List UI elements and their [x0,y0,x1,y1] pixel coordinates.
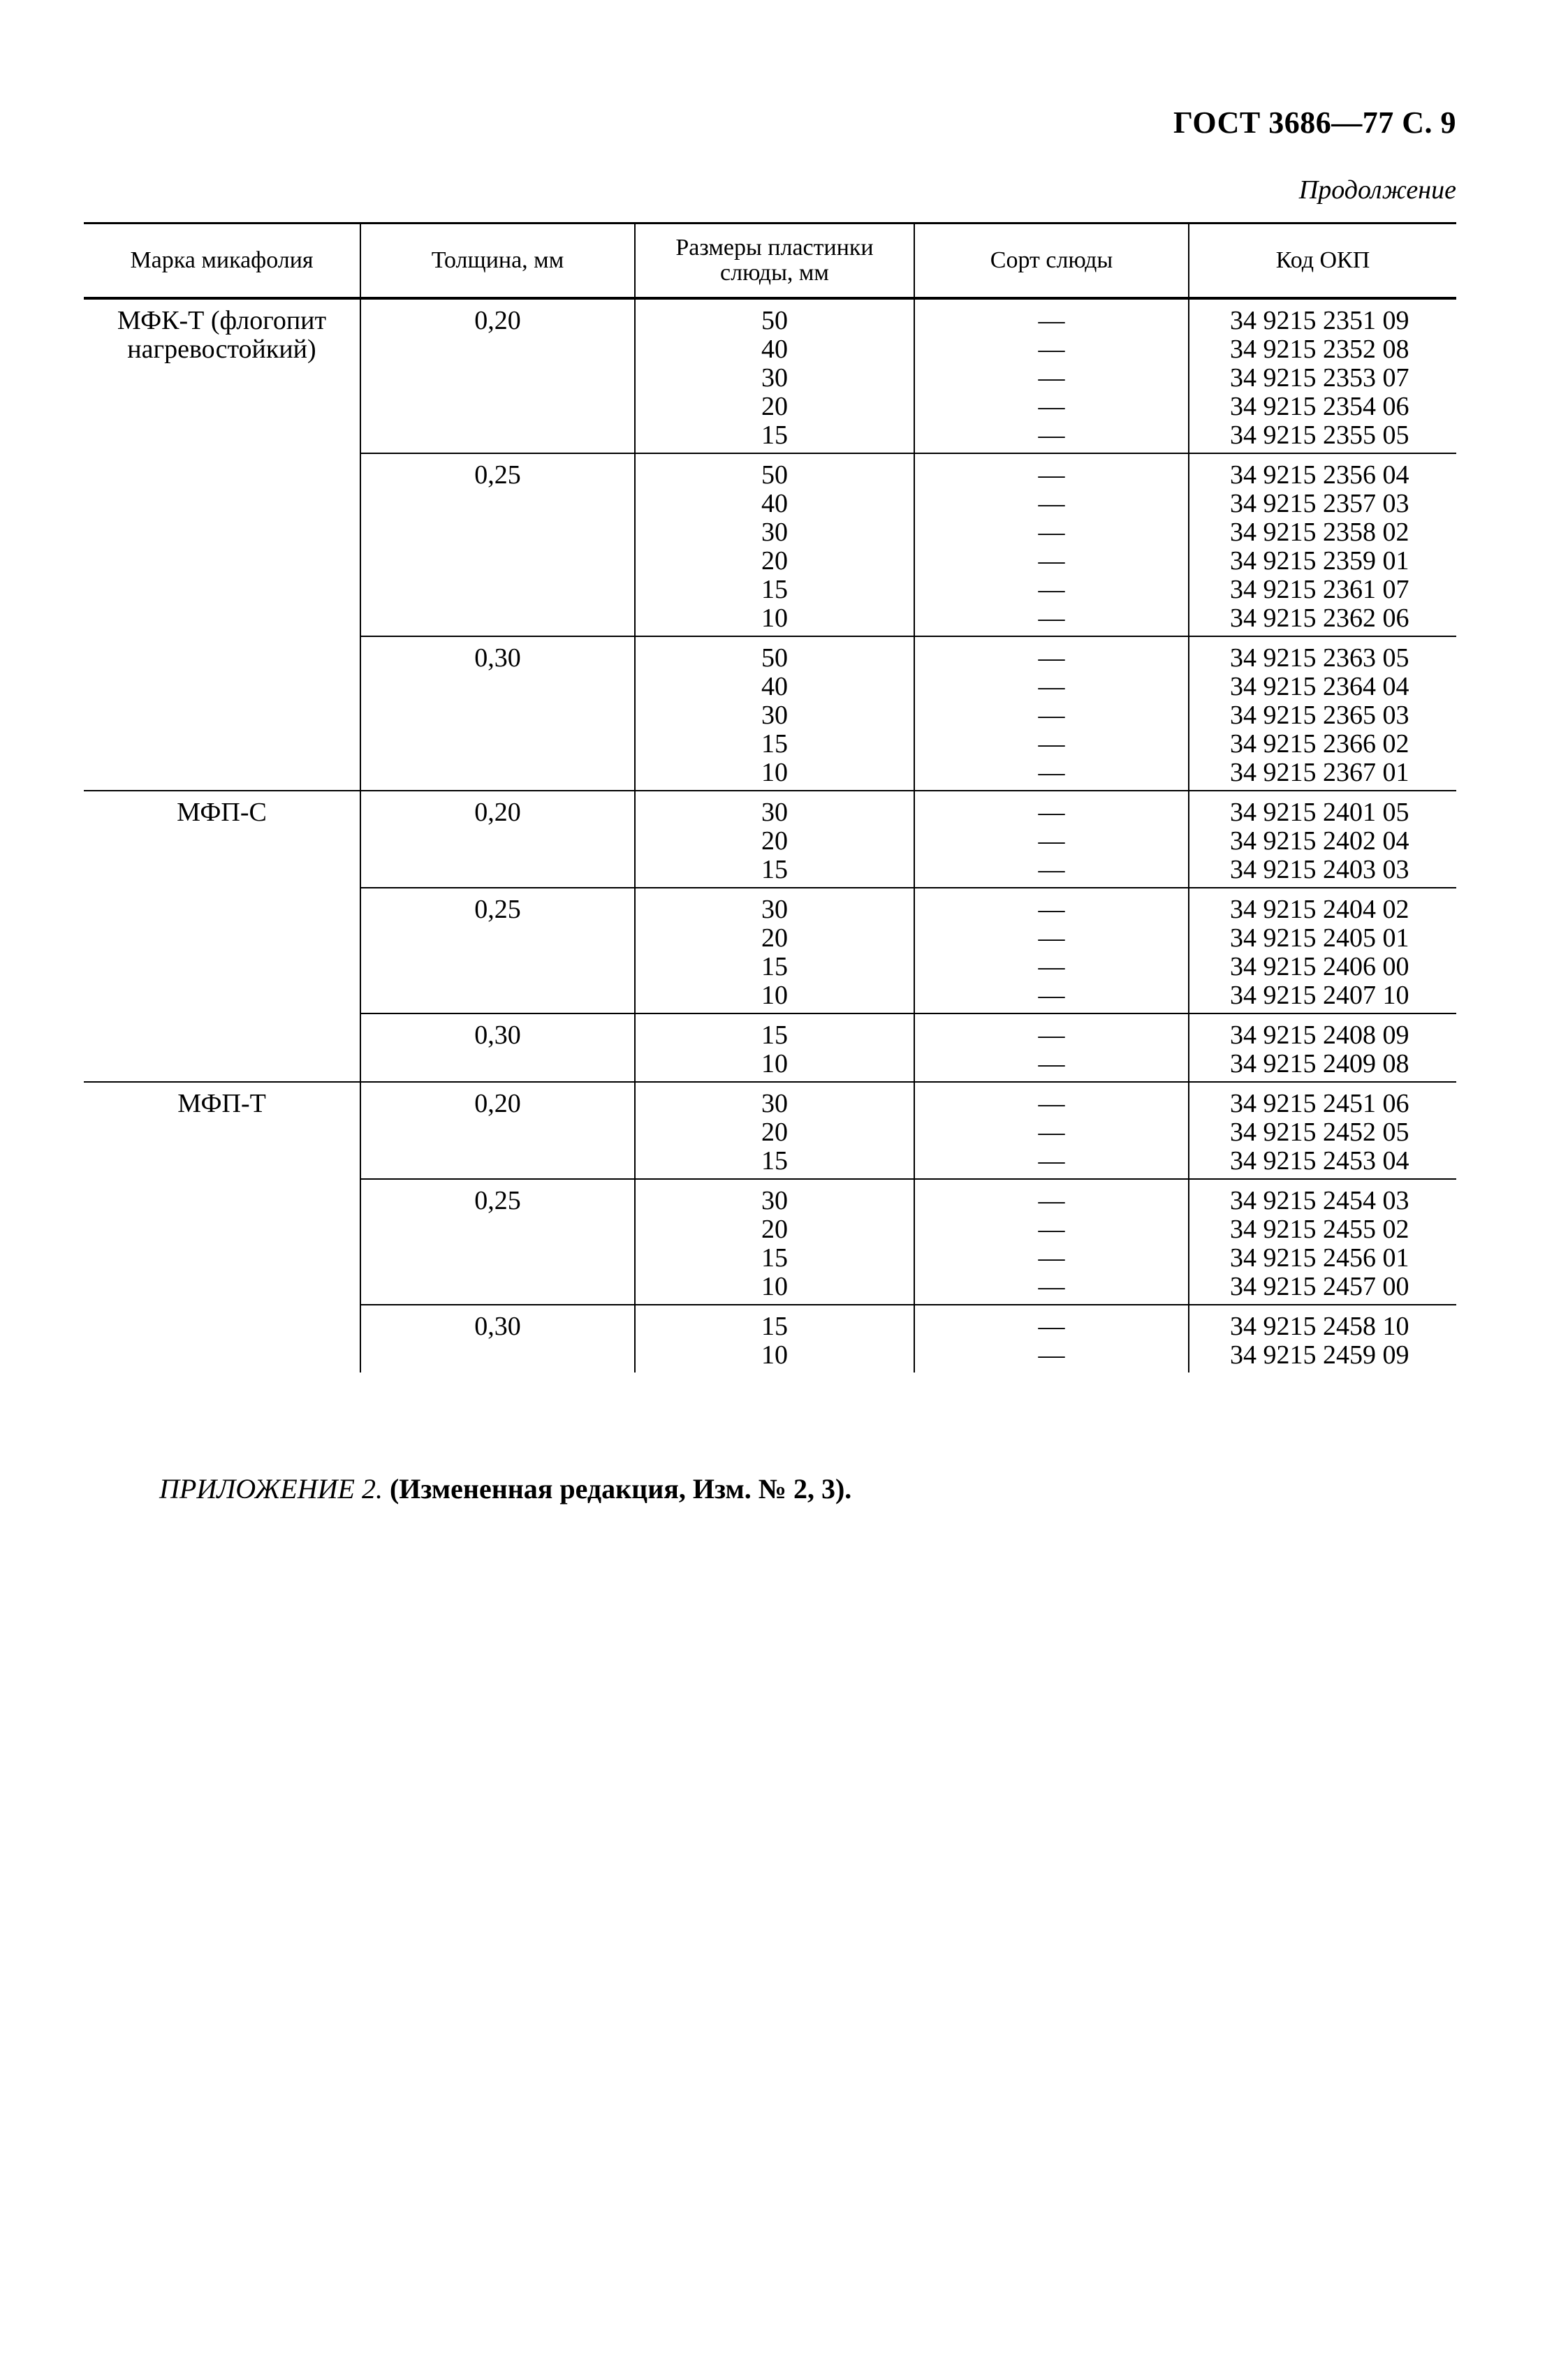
size-value: 30 [761,701,788,730]
okp-code-value: 34 9215 2456 01 [1230,1243,1409,1273]
size-cell [635,1179,914,1305]
sort-cell [914,791,1189,888]
size-cell [635,298,914,453]
column-header-grade: Марка микафолия [84,224,360,299]
size-value: 20 [761,392,788,421]
sort-value: — [1038,952,1065,981]
sort-value: — [1038,460,1065,490]
table-row [84,298,1456,453]
size-value: 30 [761,363,788,393]
grade-cell: МФП-Т [84,1082,360,1372]
thickness-cell: 0,20 [360,298,635,453]
code-cell [1189,1082,1456,1179]
size-value: 20 [761,826,788,856]
size-value: 20 [761,546,788,576]
sort-value: — [1038,672,1065,701]
grade-cell: МФК-Т (флогопит нагревостойкий) [84,298,360,791]
size-value: 15 [761,420,788,450]
table-row [84,791,1456,888]
sort-value: — [1038,643,1065,673]
size-value: 15 [761,952,788,981]
footnote-appendix: ПРИЛОЖЕНИЕ 2. [159,1473,383,1505]
size-cell [635,1082,914,1179]
okp-code-value: 34 9215 2409 08 [1230,1049,1409,1078]
grade-cell: МФП-С [84,791,360,1082]
sort-value: — [1038,575,1065,604]
sort-value: — [1038,729,1065,759]
okp-code-value: 34 9215 2457 00 [1230,1272,1409,1301]
sort-cell [914,1082,1189,1179]
column-header-sort: Сорт слюды [914,224,1189,299]
okp-code-value: 34 9215 2407 10 [1230,981,1409,1010]
okp-code-value: 34 9215 2455 02 [1230,1215,1409,1244]
okp-code-value: 34 9215 2452 05 [1230,1118,1409,1147]
okp-code-value: 34 9215 2355 05 [1230,420,1409,450]
table-row [84,1082,1456,1179]
size-value: 10 [761,603,788,633]
thickness-cell: 0,30 [360,1013,635,1082]
okp-code-value: 34 9215 2363 05 [1230,643,1409,673]
sort-value: — [1038,895,1065,924]
thickness-cell: 0,20 [360,791,635,888]
sort-cell [914,1305,1189,1372]
okp-code-value: 34 9215 2405 01 [1230,923,1409,953]
sort-cell [914,298,1189,453]
okp-code-value: 34 9215 2403 03 [1230,855,1409,884]
size-cell [635,453,914,636]
okp-code-value: 34 9215 2364 04 [1230,672,1409,701]
okp-code-value: 34 9215 2402 04 [1230,826,1409,856]
sort-cell [914,453,1189,636]
size-cell [635,888,914,1013]
okp-code-value: 34 9215 2354 06 [1230,392,1409,421]
size-value: 15 [761,855,788,884]
okp-code-value: 34 9215 2362 06 [1230,603,1409,633]
sort-value: — [1038,981,1065,1010]
okp-code-value: 34 9215 2451 06 [1230,1089,1409,1118]
table-header-row [84,224,1456,299]
okp-code-value: 34 9215 2406 00 [1230,952,1409,981]
sort-value: — [1038,363,1065,393]
column-header-code: Код ОКП [1189,224,1456,299]
okp-code-value: 34 9215 2365 03 [1230,701,1409,730]
okp-code-value: 34 9215 2359 01 [1230,546,1409,576]
size-cell [635,791,914,888]
size-value: 15 [761,1243,788,1273]
sort-value: — [1038,335,1065,364]
code-cell [1189,1179,1456,1305]
size-value: 20 [761,1215,788,1244]
okp-code-value: 34 9215 2453 04 [1230,1146,1409,1176]
size-cell [635,1305,914,1372]
sort-value: — [1038,1049,1065,1078]
size-value: 10 [761,1049,788,1078]
sort-cell [914,888,1189,1013]
thickness-cell: 0,30 [360,636,635,791]
size-value: 10 [761,981,788,1010]
sort-value: — [1038,1020,1065,1050]
size-value: 30 [761,518,788,547]
sort-value: — [1038,546,1065,576]
sort-value: — [1038,701,1065,730]
okp-code-value: 34 9215 2353 07 [1230,363,1409,393]
sort-value: — [1038,420,1065,450]
sort-value: — [1038,855,1065,884]
sort-value: — [1038,923,1065,953]
size-value: 10 [761,758,788,787]
sort-value: — [1038,306,1065,335]
footnote [159,1472,851,1505]
column-header-thickness: Толщина, мм [360,224,635,299]
sort-value: — [1038,798,1065,827]
size-value: 20 [761,923,788,953]
code-cell [1189,636,1456,791]
size-value: 10 [761,1272,788,1301]
sort-value: — [1038,518,1065,547]
sort-value: — [1038,603,1065,633]
table-body [84,298,1456,1372]
column-header-size: Размеры пластинки слюды, мм [635,224,914,299]
sort-value: — [1038,1243,1065,1273]
size-value: 50 [761,460,788,490]
size-value: 30 [761,895,788,924]
sort-value: — [1038,1089,1065,1118]
code-cell [1189,1013,1456,1082]
okp-code-value: 34 9215 2358 02 [1230,518,1409,547]
size-value: 15 [761,1146,788,1176]
size-value: 40 [761,335,788,364]
sort-value: — [1038,1146,1065,1176]
sort-value: — [1038,489,1065,518]
size-value: 15 [761,575,788,604]
okp-code-value: 34 9215 2367 01 [1230,758,1409,787]
code-cell [1189,1305,1456,1372]
code-cell [1189,888,1456,1013]
okp-code-value: 34 9215 2404 02 [1230,895,1409,924]
size-value: 30 [761,1186,788,1215]
size-value: 15 [761,1312,788,1341]
okp-codes-table [84,222,1456,1372]
sort-value: — [1038,1272,1065,1301]
size-value: 15 [761,1020,788,1050]
sort-value: — [1038,392,1065,421]
sort-cell [914,1179,1189,1305]
continuation-label: Продолжение [1298,175,1456,205]
sort-value: — [1038,1340,1065,1370]
okp-code-value: 34 9215 2401 05 [1230,798,1409,827]
size-value: 10 [761,1340,788,1370]
code-cell [1189,791,1456,888]
size-cell [635,1013,914,1082]
thickness-cell: 0,25 [360,453,635,636]
sort-value: — [1038,1118,1065,1147]
sort-cell [914,636,1189,791]
okp-code-value: 34 9215 2357 03 [1230,489,1409,518]
size-value: 30 [761,798,788,827]
okp-code-value: 34 9215 2366 02 [1230,729,1409,759]
okp-code-value: 34 9215 2361 07 [1230,575,1409,604]
thickness-cell: 0,25 [360,1179,635,1305]
size-value: 50 [761,643,788,673]
okp-code-value: 34 9215 2459 09 [1230,1340,1409,1370]
page-header: ГОСТ 3686—77 С. 9 [1173,105,1456,140]
size-value: 30 [761,1089,788,1118]
sort-value: — [1038,1312,1065,1341]
footnote-note: (Измененная редакция, Изм. № 2, 3). [389,1473,852,1505]
okp-code-value: 34 9215 2351 09 [1230,306,1409,335]
sort-value: — [1038,826,1065,856]
code-cell [1189,453,1456,636]
size-value: 15 [761,729,788,759]
okp-code-value: 34 9215 2454 03 [1230,1186,1409,1215]
size-value: 40 [761,672,788,701]
okp-code-value: 34 9215 2356 04 [1230,460,1409,490]
size-value: 20 [761,1118,788,1147]
sort-cell [914,1013,1189,1082]
sort-value: — [1038,1186,1065,1215]
okp-code-value: 34 9215 2352 08 [1230,335,1409,364]
okp-code-value: 34 9215 2408 09 [1230,1020,1409,1050]
sort-value: — [1038,758,1065,787]
thickness-cell: 0,25 [360,888,635,1013]
size-cell [635,636,914,791]
okp-code-value: 34 9215 2458 10 [1230,1312,1409,1341]
size-value: 40 [761,489,788,518]
size-value: 50 [761,306,788,335]
thickness-cell: 0,30 [360,1305,635,1372]
sort-value: — [1038,1215,1065,1244]
thickness-cell: 0,20 [360,1082,635,1179]
code-cell [1189,298,1456,453]
